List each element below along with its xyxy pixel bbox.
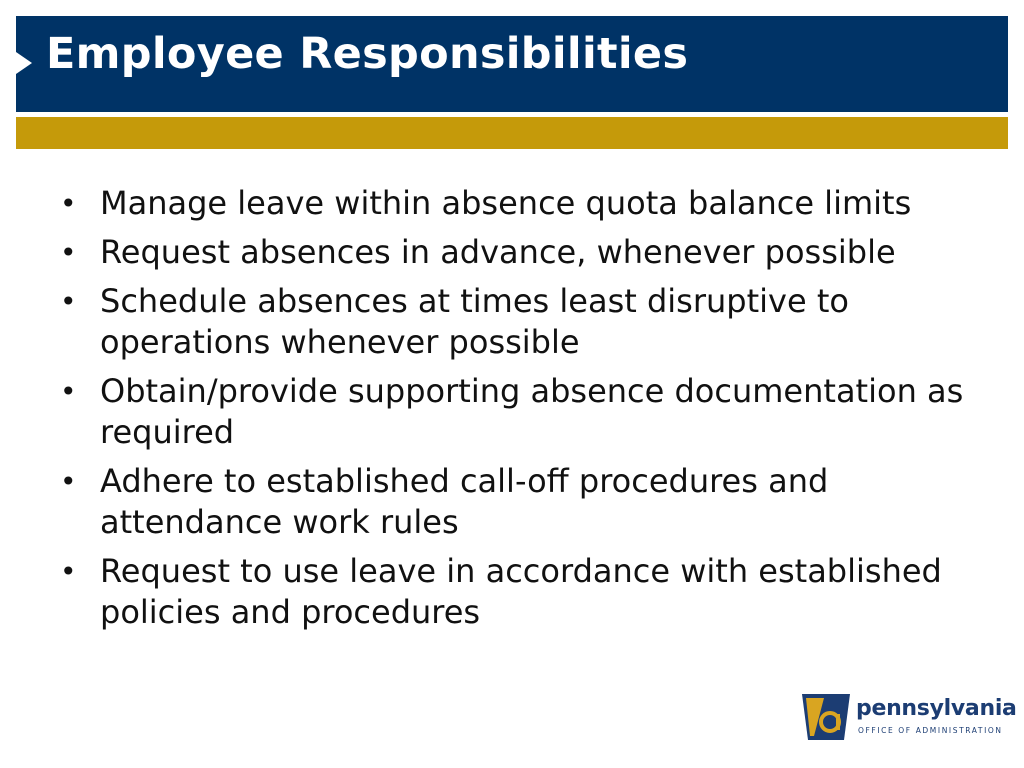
bullet-item — [56, 371, 986, 453]
bullet-list — [56, 183, 986, 641]
bullet-dot-icon: • — [60, 285, 77, 318]
bullet-item — [56, 183, 986, 224]
bullet-item — [56, 232, 986, 273]
title-arrow-icon — [16, 52, 32, 74]
keystone-logo-icon — [800, 690, 852, 742]
bullet-text: Adhere to established call-off procedures and attendance work rules — [100, 462, 829, 541]
bullet-text: Schedule absences at times least disruptive to operations whenever possible — [100, 282, 849, 361]
logo-wordmark: pennsylvania — [856, 696, 1017, 721]
bullet-text: Obtain/provide supporting absence documentation as required — [100, 372, 964, 451]
bullet-dot-icon: • — [60, 187, 77, 220]
bullet-dot-icon: • — [60, 555, 77, 588]
logo-subtitle: OFFICE OF ADMINISTRATION — [858, 726, 1003, 735]
pennsylvania-logo — [800, 690, 1020, 744]
bullet-item — [56, 461, 986, 543]
bullet-dot-icon: • — [60, 375, 77, 408]
bullet-item — [56, 551, 986, 633]
bullet-item — [56, 281, 986, 363]
bullet-dot-icon: • — [60, 236, 77, 269]
bullet-dot-icon: • — [60, 465, 77, 498]
title-bar — [16, 16, 1008, 112]
accent-bar — [16, 117, 1008, 149]
bullet-text: Request to use leave in accordance with established policies and procedures — [100, 552, 942, 631]
slide-title: Employee Responsibilities — [46, 29, 689, 79]
bullet-text: Manage leave within absence quota balance limits — [100, 184, 912, 222]
bullet-text: Request absences in advance, whenever possible — [100, 233, 896, 271]
